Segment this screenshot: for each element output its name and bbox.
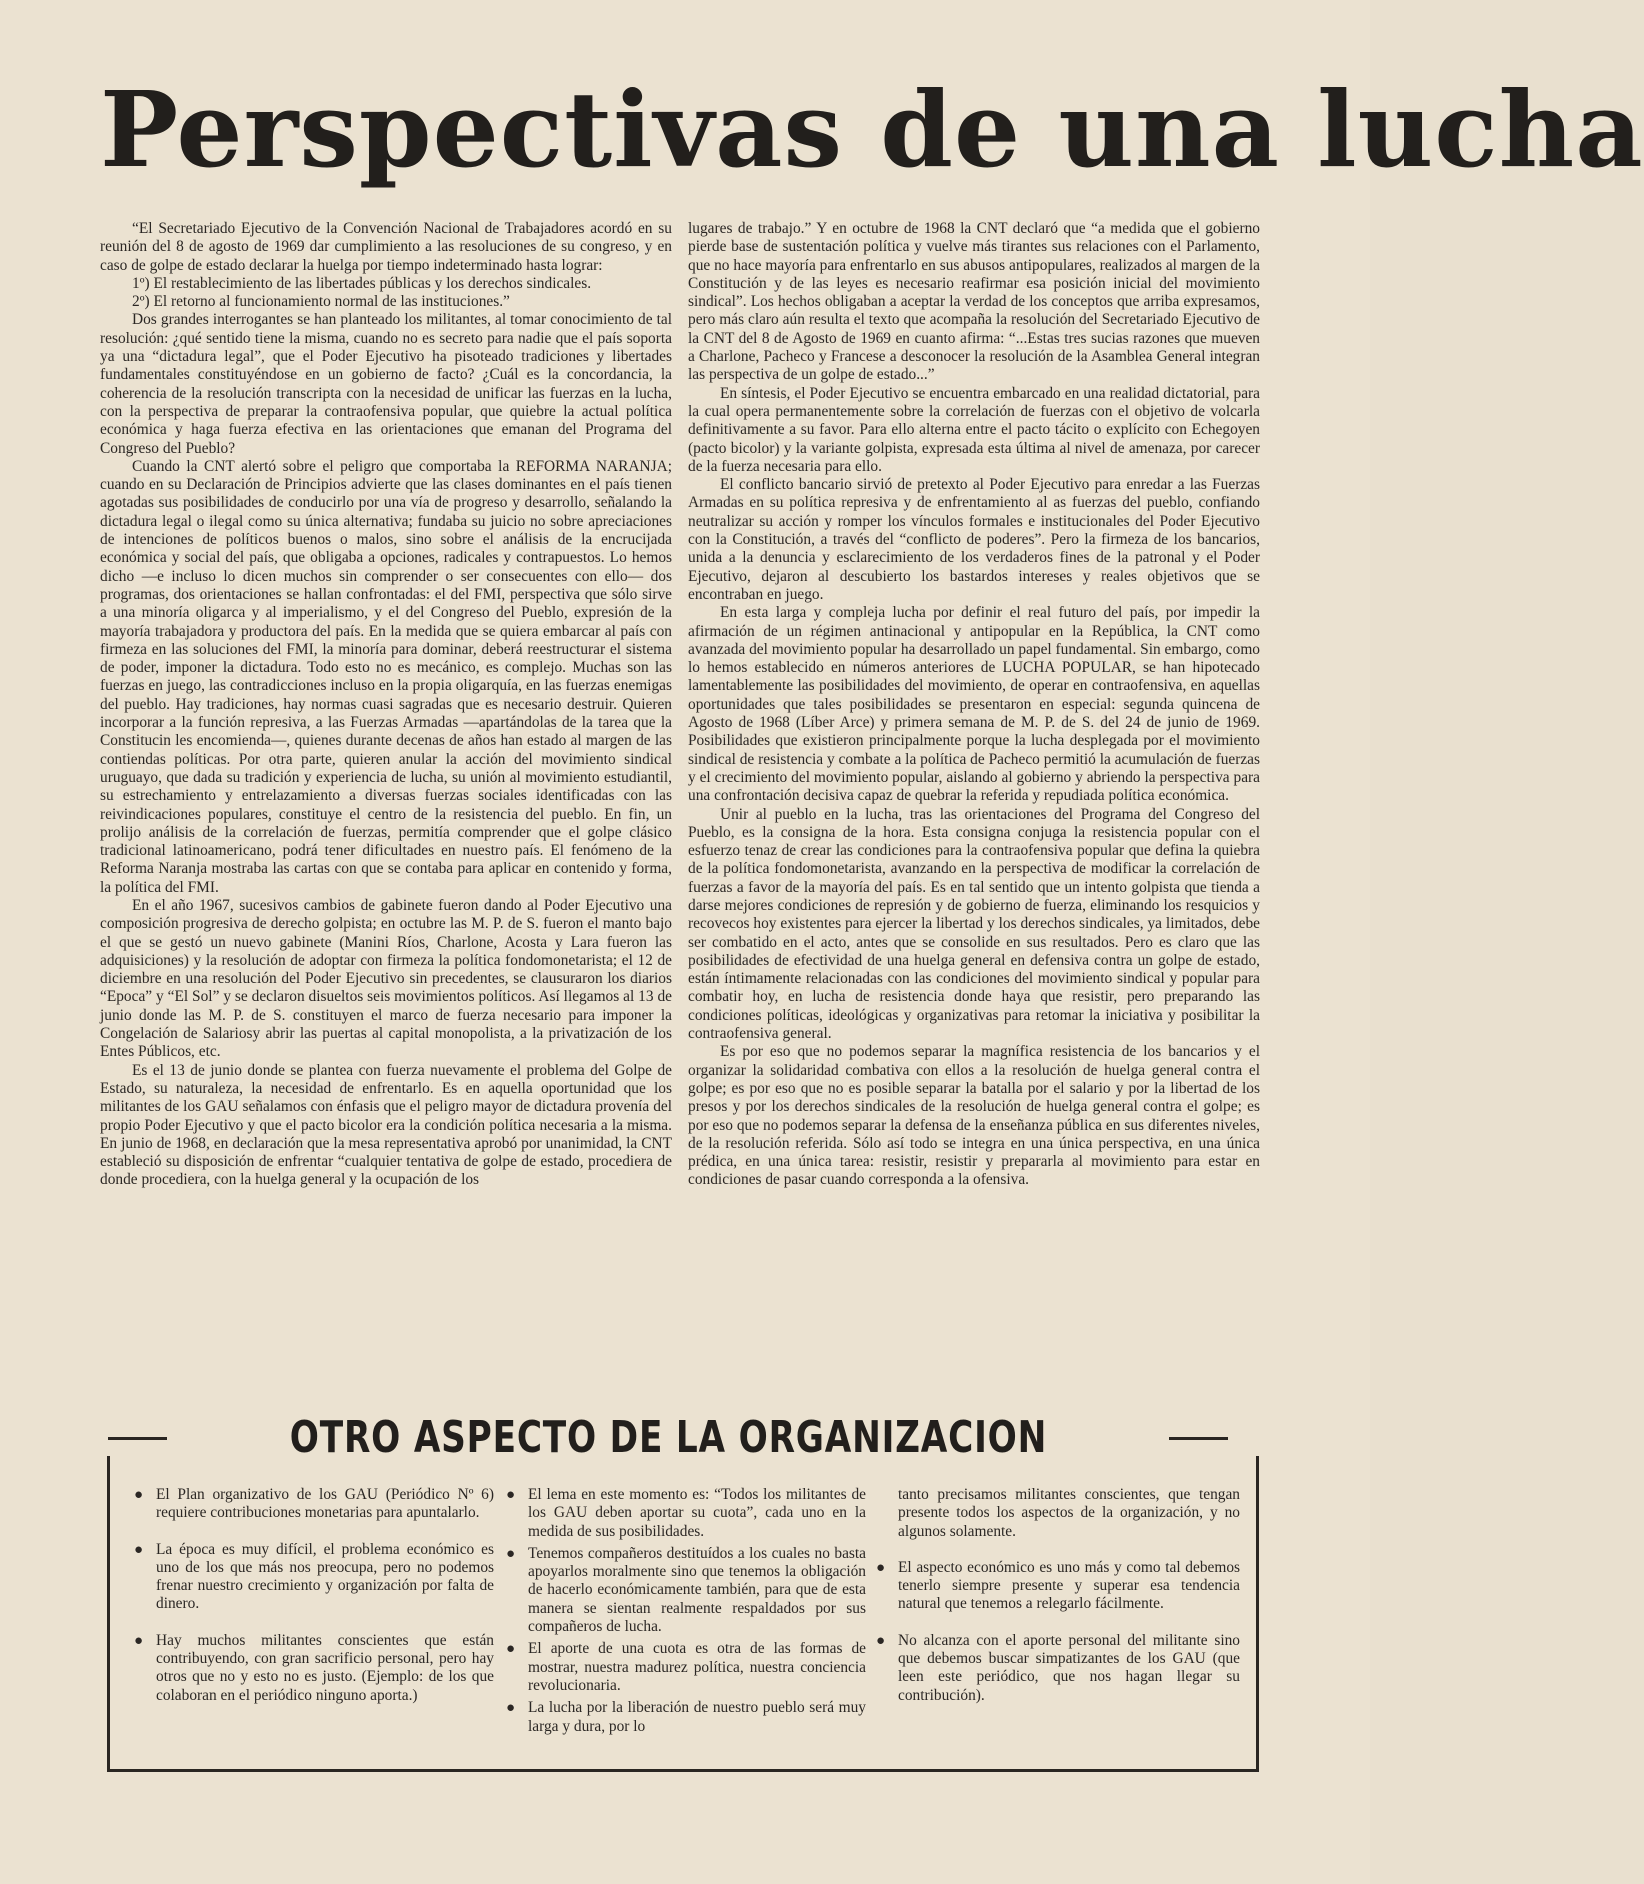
- article-paragraph: Dos grandes interrogantes se han planteado los militantes, al tomar conocimiento de tal resolución: ¿qué sentido tiene la misma, cuando no es secreto para nadie que el país soporta ya una “dictadura legal”, que el Poder Ejecutivo ha pisoteado tradiciones y libertades fundamentales constituyéndose en un gobierno de facto? ¿Cuál es la concordancia, la coherencia de la resolución transcripta con la necesidad de unificar las fuerzas en la lucha, con la perspectiva de preparar la contraofensiva popular, que quiebre la actual política económica y haga fuerza efectiva en las orientaciones que emanan del Programa del Congreso del Pueblo?: [100, 311, 672, 457]
- bullet-item: [506, 1699, 866, 1736]
- bullet-text: Tenemos compañeros destituídos a los cuales no basta apoyarlos moralmente sino que tenemos la obligación de hacerlo económicamente también, para que de esta manera se sientan realmente respaldados por sus compañeros de lucha.: [528, 1544, 866, 1636]
- article-paragraph: Unir al pueblo en la lucha, tras las orientaciones del Programa del Congreso del Pueblo, es la consigna de la hora. Esta consigna conjuga la resistencia popular con el esfuerzo tenaz de crear las condiciones para la contraofensiva popular que defina la quiebra de la política fondomonetarista, avanzando en la perspectiva de modificar la correlación de fuerzas a favor de la mayoría del país. Es en tal sentido que un intento golpista que tienda a darse mejores condiciones de represión y de gobierno de fuerza, eliminando los resquicios y recovecos hoy existentes para ejercer la libertad y los derechos sindicales, ya limitados, debe ser combatido en el acto, antes que se consolide en sus resultados. Pero es claro que las posibilidades de efectividad de una huelga general en defensiva contra un golpe de estado, están íntimamente relacionadas con las condiciones del movimiento sindical y popular para combatir hoy, en lucha de resistencia donde haya que resistir, pero preparando las condiciones políticas, ideológicas y organizativas para retomar la iniciativa y posibilitar la contraofensiva general.: [688, 805, 1260, 1043]
- bullet-item: [134, 1486, 494, 1523]
- bullet-icon: ●: [506, 1487, 516, 1503]
- article-paragraph: 2º) El retorno al funcionamiento normal de las instituciones.”: [132, 293, 510, 311]
- bullet-text: Hay muchos militantes conscientes que están contribuyendo, con gran sacrificio personal, pero hay otros que no y esto no es justo. (Ejemplo: de los que colaboran en el periódico ninguno aporta.): [156, 1631, 494, 1704]
- bullet-item: [876, 1631, 1240, 1705]
- article-title: Perspectivas de una lucha: [100, 68, 1644, 191]
- heading-rule-left: [108, 1437, 167, 1440]
- article-paragraph: En síntesis, el Poder Ejecutivo se encuentra embarcado en una realidad dictatorial, para la cual opera permanentemente sobre la correlación de fuerzas con el objetivo de volcarla definitivamente a su favor. Para ello alterna entre el pacto tácito o explícito con Echegoyen (pacto bicolor) y la variante golpista, expresada esta última al nivel de amenaza, por carecer de la fuerza necesaria para ello.: [688, 384, 1260, 475]
- bullet-icon: ●: [134, 1632, 144, 1649]
- bullet-item: [506, 1486, 866, 1541]
- article-paragraph: Es por eso que no podemos separar la magnífica resistencia de los bancarios y el organizar la solidaridad combativa con ellos a la resolución de huelga general contra el golpe; es por eso que no es posible separar la batalla por el salario y por la libertad de los presos y por los derechos sindicales de la resolución de huelga general contra el golpe; es por eso que no podemos separar la defensa de la enseñanza pública en sus diferentes niveles, de la resolución referida. Sólo así todo se integra en una única perspectiva, en una única prédica, en una única tarea: resistir, resistir y prepararla al movimiento para estar en condiciones de pasar cuando corresponda a la ofensiva.: [688, 1043, 1260, 1189]
- article-right-column: [688, 220, 1260, 1190]
- bullet-text: No alcanza con el aporte personal del militante sino que debemos buscar simpatizantes de los GAU (que leen este periódico, que nos hagan llegar su contribución).: [898, 1631, 1240, 1704]
- article-paragraph: Es el 13 de junio donde se plantea con fuerza nuevamente el problema del Golpe de Estado, su naturaleza, la necesidad de enfrentarlo. Es en aquella oportunidad que los militantes de los GAU señalamos con énfasis que el peligro mayor de dictadura provenía del propio Poder Ejecutivo y que el pacto bicolor era la condición política necesaria a la misma. En junio de 1968, en declaración que la mesa representativa aprobó por unanimidad, la CNT estableció su disposición de enfrentar “cualquier tentativa de golpe de estado, procediera de donde procediera, con la huelga general y la ocupación de los: [100, 1061, 672, 1189]
- article-left-column: [100, 220, 672, 1190]
- article-paragraph: “El Secretariado Ejecutivo de la Convención Nacional de Trabajadores acordó en su reunión del 8 de agosto de 1969 dar cumplimiento a las resoluciones de su congreso, y en caso de golpe de estado declarar la huelga por tiempo indeterminado hasta lograr:: [100, 220, 672, 274]
- article-paragraph: El conflicto bancario sirvió de pretexto al Poder Ejecutivo para enredar a las Fuerzas Armadas en su política represiva y de enfrentamiento al as fuerzas del pueblo, confiando neutralizar su acción y romper los vínculos formales e institucionales del Poder Ejecutivo con la Constitución, a través del “conflicto de poderes”. Pero la firmeza de los bancarios, unida a la denuncia y esclarecimiento de los verdaderos fines de la patronal y el Poder Ejecutivo, dejaron al descubierto los bastardos intereses y reales objetivos que se encontraban en juego.: [688, 476, 1260, 603]
- bullet-item: [506, 1640, 866, 1695]
- bullet-icon: ●: [134, 1541, 144, 1558]
- article-paragraph: 1º) El restablecimiento de las libertades públicas y los derechos sindicales.: [132, 274, 592, 292]
- bullet-item: [506, 1544, 866, 1636]
- bullet-icon: ●: [134, 1487, 144, 1503]
- box-column-1: [134, 1486, 494, 1723]
- bullet-icon: ●: [506, 1545, 516, 1562]
- bullet-text: El aspecto económico es uno más y como tal debemos tenerlo siempre presente y superar esa tendencia natural que tenemos a relegarlo fácilmente.: [898, 1558, 1240, 1613]
- article-paragraph: En esta larga y compleja lucha por definir el real futuro del país, por impedir la afirmación de un régimen antinacional y antipopular en la República, la CNT como avanzada del movimiento popular ha desarrollado un papel fundamental. Sin embargo, como lo hemos establecido en números anteriores de LUCHA POPULAR, se han hipotecado lamentablemente las posibilidades del movimiento, de operar en contraofensiva, en aquellas oportunidades que tales posibilidades se presentaron en especial: segunda quincena de Agosto de 1968 (Líber Arce) y primera semana de M. P. de S. del 24 de junio de 1969. Posibilidades que existieron principalmente porque la lucha desplegada por el movimiento sindical de resistencia y combate a la política de Pacheco permitió la acumulación de fuerzas y el crecimiento del movimiento popular, aislando al gobierno y abriendo la perspectiva para una confrontación decisiva capaz de quebrar la referida y repudiada política económica.: [688, 604, 1260, 805]
- bullet-item: [134, 1631, 494, 1705]
- bullet-item: [134, 1540, 494, 1614]
- bullet-icon: ●: [506, 1700, 516, 1717]
- section-heading-text: OTRO ASPECTO DE LA ORGANIZACION: [289, 1412, 1047, 1463]
- bullet-text: El aporte de una cuota es otra de las formas de mostrar, nuestra madurez política, nuestra conciencia revolucionaria.: [528, 1640, 866, 1694]
- bullet-icon: ●: [506, 1641, 516, 1658]
- heading-rule-right: [1169, 1437, 1228, 1440]
- bullet-text: La lucha por la liberación de nuestro pueblo será muy larga y dura, por lo: [528, 1699, 866, 1735]
- box-column-3: [876, 1486, 1240, 1723]
- bullet-text: La época es muy difícil, el problema económico es uno de los que más nos preocupa, pero no podemos frenar nuestro crecimiento y organización por falta de dinero.: [156, 1540, 494, 1613]
- bullet-icon: ●: [876, 1559, 886, 1576]
- box-column-2: [506, 1486, 866, 1740]
- article-paragraph: En el año 1967, sucesivos cambios de gabinete fueron dando al Poder Ejecutivo una composición progresiva de derecho golpista; en octubre las M. P. de S. fueron el manto bajo el que se gestó un nuevo gabinete (Manini Ríos, Charlone, Acosta y Lara fueron las adquisiciones) y la resolución de adoptar con firmeza la política fondomonetarista; el 12 de diciembre en una resolución del Poder Ejecutivo sin precedentes, se clausuraron los diarios “Epoca” y “El Sol” y se declaron disueltos seis movimientos políticos. Así llegamos al 13 de junio donde las M. P. de S. constituyen el marco de fuerza necesario para imponer la Congelación de Salariosy abrir las puertas al capital monopolista, a la privatización de los Entes Públicos, etc.: [100, 896, 672, 1061]
- article-paragraph: Cuando la CNT alertó sobre el peligro que comportaba la REFORMA NARANJA; cuando en su Declaración de Principios advierte que las clases dominantes en el país tienen agotadas sus posibilidades de conducirlo por una vía de progreso y desarrollo, señalando la dictadura legal o ilegal como su única alternativa; fundaba su juicio no sobre apreciaciones de intenciones de políticos buenos o malos, sino sobre el análisis de la encrucijada económica y social del país, que obligaba a opciones, radicales y contrapuestos. Lo hemos dicho —e incluso lo dicen muchos sin comprender o ser consecuentes con ello— dos programas, dos orientaciones se hallan confrontadas: el del FMI, perspectiva que sólo sirve a una minoría oligarca y al imperialismo, y el del Congreso del Pueblo, expresión de la mayoría trabajadora y productora del país. En la medida que se quiera embarcar al país con firmeza en las soluciones del FMI, la minoría para dominar, deberá reestructurar el sistema de poder, imponer la dictadura. Todo esto no es mecánico, es complejo. Muchas son las fuerzas en juego, las contradicciones incluso en la propia oligarquía, en las fuerzas enemigas del pueblo. Hay tradiciones, hay normas cuasi sagradas que es necesario destruir. Quieren incorporar a la función represiva, a las Fuerzas Armadas —apartándolas de la tarea que la Constitucin les encomienda—, quienes durante decenas de años han estado al margen de las contiendas políticas. Por otra parte, quieren anular la acción del movimiento sindical uruguayo, que dada su tradición y experiencia de lucha, su unión al movimiento estudiantil, su estrechamiento y entrelazamiento a diversas fuerzas sociales identificadas con las reivindicaciones populares, constituye el centro de la resistencia del pueblo. En fin, un prolijo análisis de la correlación de fuerzas, permitía comprender que el golpe clásico tradicional latinoamericano, podrá tener dificultades en nuestro país. El fenómeno de la Reforma Naranja mostraba las cartas con que se contaba para aplicar en contenido y forma, la política del FMI.: [100, 457, 672, 896]
- bullet-icon: ●: [876, 1632, 886, 1649]
- bullet-text: El Plan organizativo de los GAU (Periódico Nº 6) requiere contribuciones monetarias para apuntalarlo.: [156, 1486, 494, 1522]
- continued-text: tanto precisamos militantes conscientes, que tengan presente todos los aspectos de la organización, y no algunos solamente.: [898, 1486, 1240, 1540]
- bullet-item: [876, 1558, 1240, 1614]
- article-paragraph: lugares de trabajo.” Y en octubre de 1968 la CNT declaró que “a medida que el gobierno pierde base de sustentación política y vuelve más tirantes sus relaciones con el Parlamento, que no hace mayoría para enfrentarlo en sus abusos antipopulares, realizados al margen de la Constitución y de las leyes es necesario reafirmar esa posición inicial del movimiento sindical”. Los hechos obligaban a aceptar la verdad de los conceptos que arriba expresamos, pero más claro aún resulta el texto que acompaña la resolución del Secretariado Ejecutivo de la CNT del 8 de Agosto de 1969 en cuanto afirma: “...Estas tres sucias razones que mueven a Charlone, Pacheco y Francese a desconocer la resolución de la Asamblea General integran las perspectiva de un golpe de estado...”: [688, 220, 1260, 384]
- bullet-text: El lema en este momento es: “Todos los militantes de los GAU deben aportar su cuota”, cada uno en la medida de sus posibilidades.: [528, 1486, 866, 1540]
